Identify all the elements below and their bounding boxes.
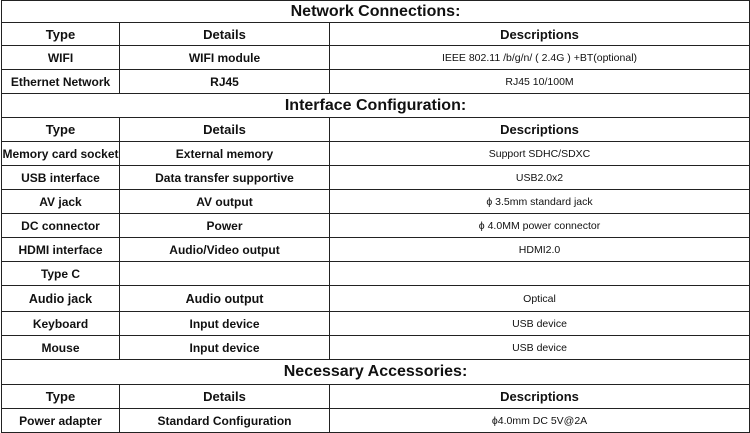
cell-type: Type C <box>2 262 120 286</box>
table-row <box>2 214 750 238</box>
header-descriptions: Descriptions <box>330 118 750 142</box>
cell-type: USB interface <box>2 166 120 190</box>
table-row <box>2 142 750 166</box>
cell-type: Memory card socket <box>2 142 120 166</box>
table-row <box>2 286 750 312</box>
header-type: Type <box>2 23 120 46</box>
table-row <box>2 46 750 70</box>
section-title: Interface Configuration: <box>2 94 750 118</box>
cell-details: WIFI module <box>120 46 330 70</box>
header-type: Type <box>2 118 120 142</box>
table-row <box>2 336 750 360</box>
cell-description: RJ45 10/100M <box>330 70 750 94</box>
section-title-row <box>2 1 750 23</box>
table-row <box>2 262 750 286</box>
cell-details: RJ45 <box>120 70 330 94</box>
table-row <box>2 312 750 336</box>
cell-description: HDMI2.0 <box>330 238 750 262</box>
cell-details: Audio/Video output <box>120 238 330 262</box>
cell-type: DC connector <box>2 214 120 238</box>
section-title-row <box>2 94 750 118</box>
cell-type: WIFI <box>2 46 120 70</box>
cell-details: Standard Configuration <box>120 409 330 433</box>
table-row <box>2 238 750 262</box>
cell-description: USB device <box>330 336 750 360</box>
cell-details: Input device <box>120 336 330 360</box>
table-row <box>2 190 750 214</box>
header-details: Details <box>120 385 330 409</box>
table-row <box>2 70 750 94</box>
header-type: Type <box>2 385 120 409</box>
cell-type: Power adapter <box>2 409 120 433</box>
cell-description: USB device <box>330 312 750 336</box>
cell-type: Keyboard <box>2 312 120 336</box>
cell-details: Audio output <box>120 286 330 312</box>
cell-description: ϕ 3.5mm standard jack <box>330 190 750 214</box>
cell-description: USB2.0x2 <box>330 166 750 190</box>
header-row <box>2 23 750 46</box>
spec-table <box>1 0 750 433</box>
cell-details: Power <box>120 214 330 238</box>
cell-description: ϕ4.0mm DC 5V@2A <box>330 409 750 433</box>
header-descriptions: Descriptions <box>330 385 750 409</box>
cell-description: Support SDHC/SDXC <box>330 142 750 166</box>
cell-type: Mouse <box>2 336 120 360</box>
cell-type: AV jack <box>2 190 120 214</box>
cell-description: IEEE 802.11 /b/g/n/ ( 2.4G ) +BT(optional) <box>330 46 750 70</box>
header-details: Details <box>120 23 330 46</box>
cell-details: External memory <box>120 142 330 166</box>
header-details: Details <box>120 118 330 142</box>
table-row <box>2 166 750 190</box>
section-title-row <box>2 360 750 385</box>
table-row <box>2 409 750 433</box>
cell-type: HDMI interface <box>2 238 120 262</box>
cell-details <box>120 262 330 286</box>
header-row <box>2 385 750 409</box>
cell-description <box>330 262 750 286</box>
cell-type: Audio jack <box>2 286 120 312</box>
section-title: Network Connections: <box>2 1 750 23</box>
header-descriptions: Descriptions <box>330 23 750 46</box>
cell-details: Data transfer supportive <box>120 166 330 190</box>
cell-description: Optical <box>330 286 750 312</box>
cell-description: ϕ 4.0MM power connector <box>330 214 750 238</box>
cell-type: Ethernet Network <box>2 70 120 94</box>
header-row <box>2 118 750 142</box>
section-title: Necessary Accessories: <box>2 360 750 385</box>
cell-details: AV output <box>120 190 330 214</box>
cell-details: Input device <box>120 312 330 336</box>
